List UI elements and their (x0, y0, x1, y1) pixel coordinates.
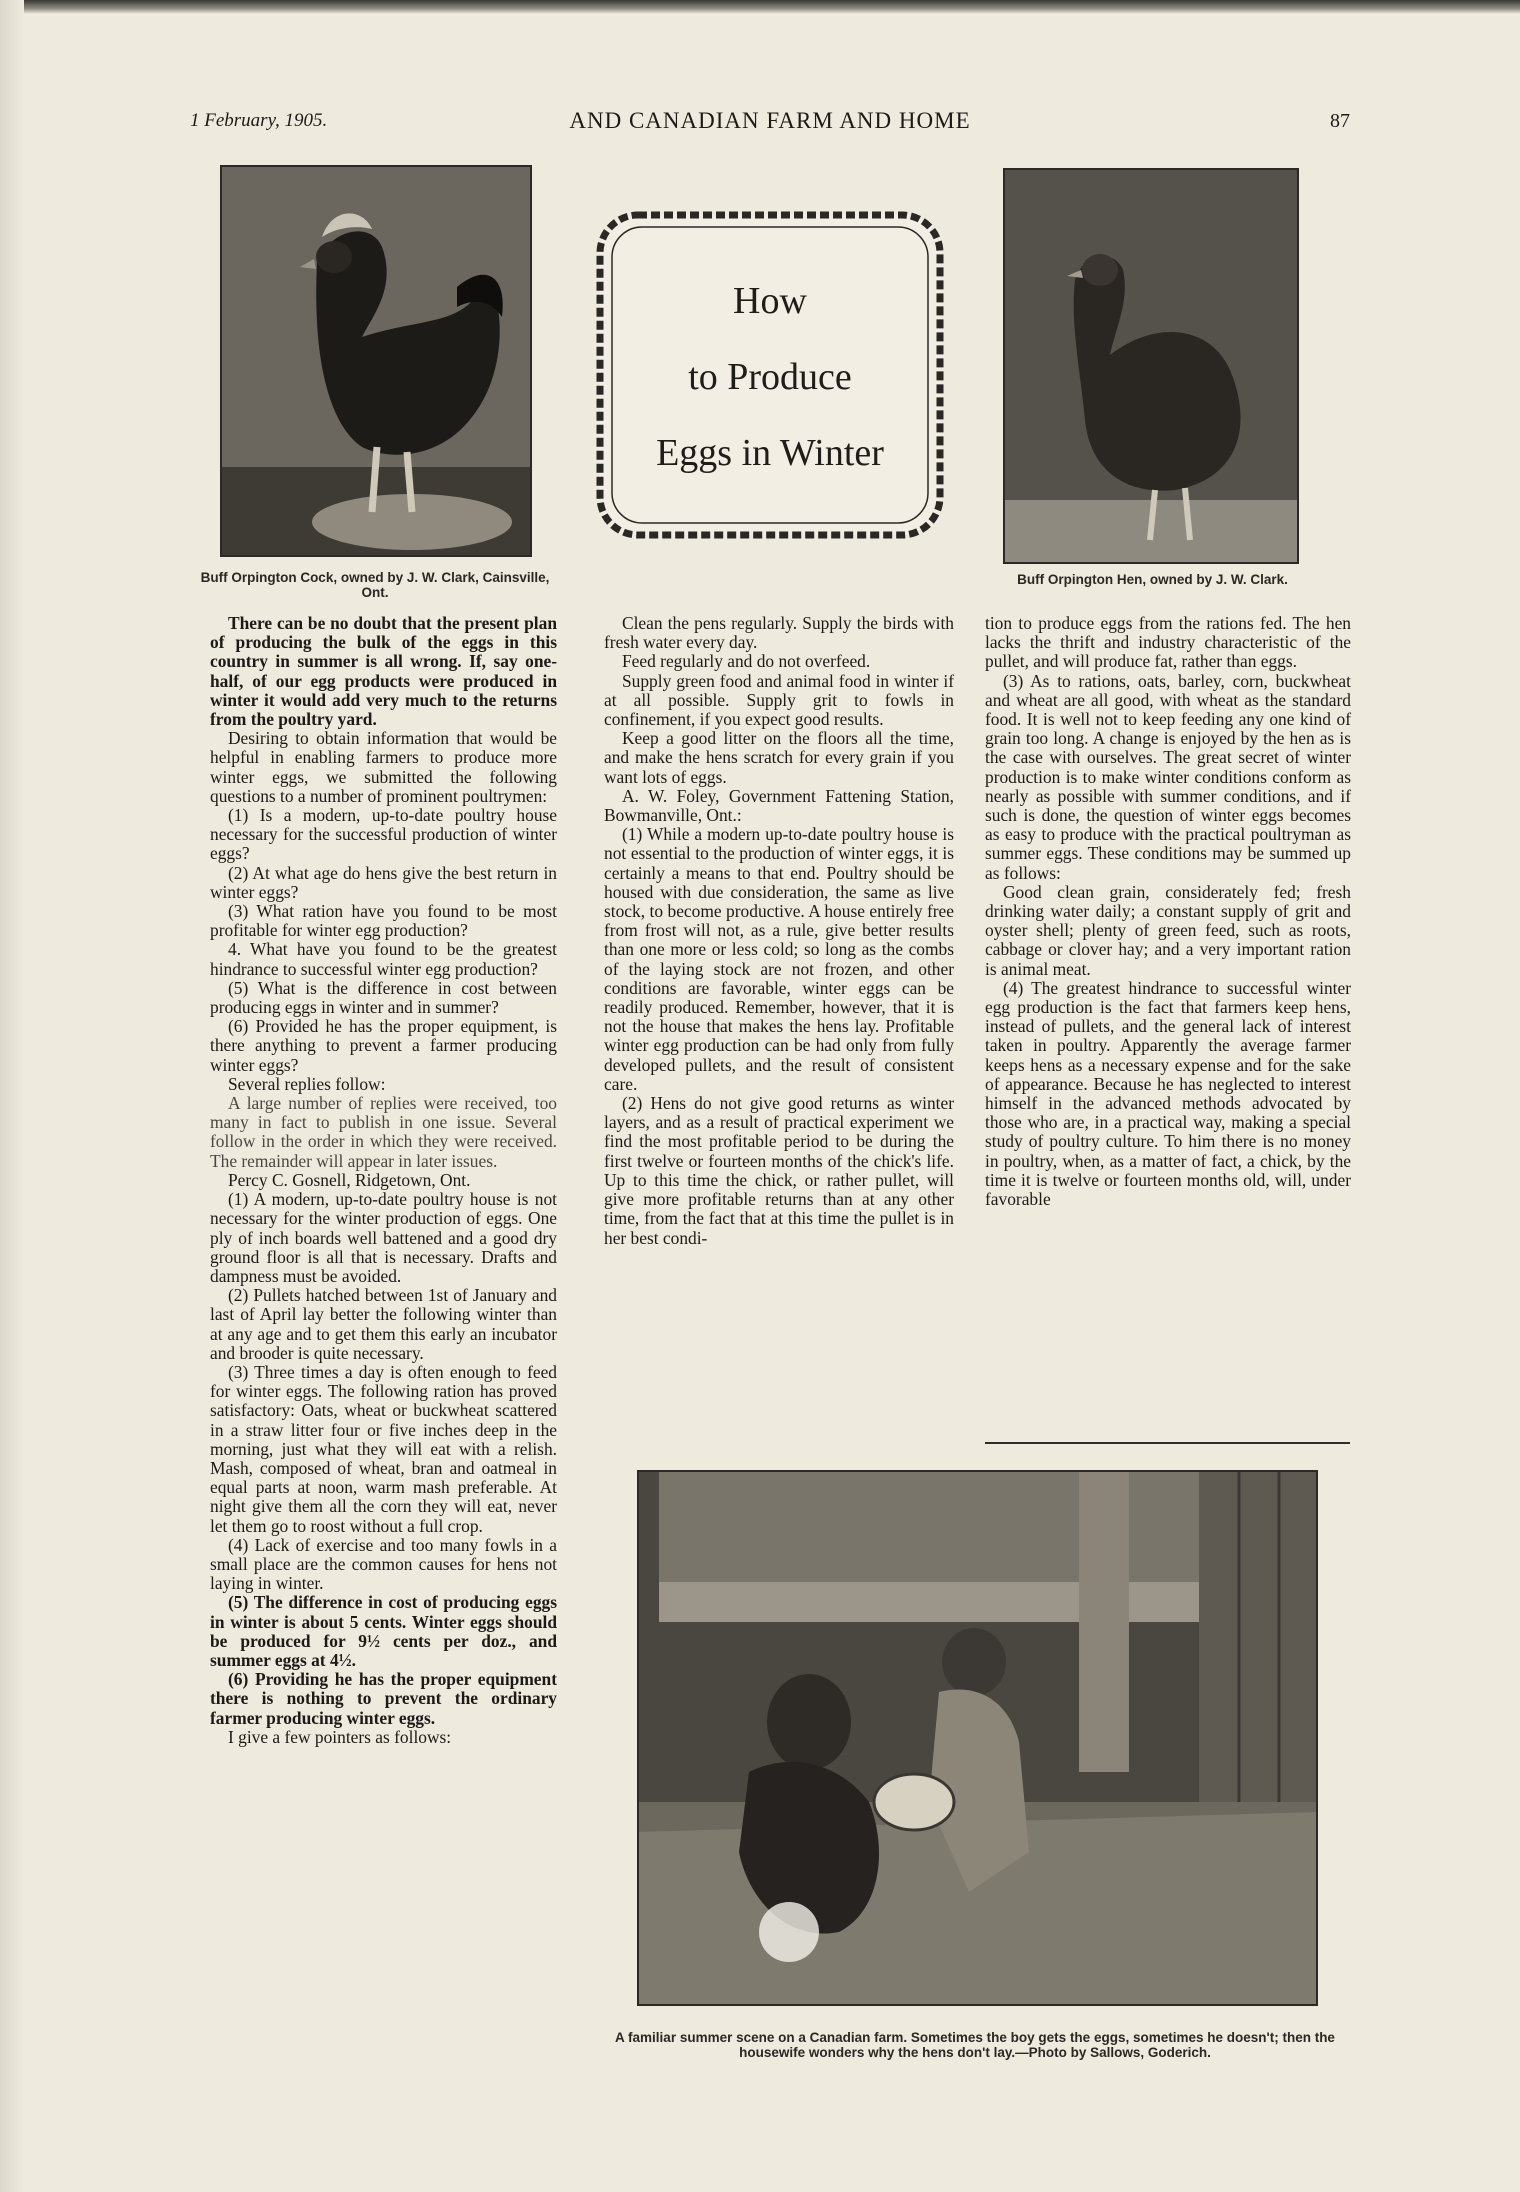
paragraph: Clean the pens regularly. Supply the birds with fresh water every day. (604, 613, 954, 653)
column-rule (985, 1442, 1350, 1444)
page-gutter (0, 0, 24, 2192)
column-3 (985, 614, 1351, 1209)
paragraph: (6) Providing he has the proper equipment there is nothing to prevent the ordinary farmer producing winter eggs. (210, 1669, 557, 1728)
paragraph: Desiring to obtain information that would be helpful in enabling farmers to produce more winter eggs, we submitted the following questions to a number of prominent poultrymen: (210, 728, 557, 806)
paragraph: (6) Provided he has the proper equipment, is there anything to prevent a farmer producing winter eggs? (210, 1016, 557, 1075)
paragraph: (5) The difference in cost of producing eggs in winter is about 5 cents. Winter eggs should be produced for 9½ cents per doz., and summer eggs at 4½. (210, 1592, 557, 1670)
hen-photo (1003, 168, 1299, 564)
farm-scene-photo (637, 1470, 1318, 2006)
paragraph: Keep a good litter on the floors all the time, and make the hens scratch for every grain if you want lots of eggs. (604, 728, 954, 787)
column-1 (210, 614, 557, 1747)
paragraph: A large number of replies were received, too many in fact to publish in one issue. Several follow in the order in which they were received. The remainder will appear in later issues. (210, 1093, 557, 1171)
contributor-name: A. W. Foley, Government Fattening Station, Bowmanville, Ont.: (604, 785, 954, 826)
paragraph: (3) As to rations, oats, barley, corn, buckwheat and wheat are all good, with wheat as the standard food. It is well not to keep feeding any one kind of grain too long. A change is enjoyed by the hen as is the case with ourselves. The great secret of winter production is to make winter conditions conform as nearly as possible with summer conditions, and if such is done, the question of winter eggs becomes as easy to produce with the practical poultryman as summer eggs. These conditions may be summed up as follows: (985, 670, 1351, 883)
rooster-illustration (222, 167, 530, 555)
farm-scene-caption: A familiar summer scene on a Canadian farm. Sometimes the boy gets the eggs, sometimes he doesn't; then the housewife wonders why the hens don't lay.—Photo by Sallows, Goderich. (615, 2030, 1335, 2060)
paragraph: Several replies follow: (228, 1073, 386, 1094)
contributor-name: Percy C. Gosnell, Ridgetown, Ont. (228, 1169, 471, 1190)
title-line-2: to Produce (688, 356, 852, 398)
paragraph: (2) At what age do hens give the best return in winter eggs? (210, 862, 557, 902)
page-edge-shadow (0, 0, 1520, 14)
paragraph: (2) Hens do not give good returns as winter layers, and as a result of practical experiment we find the most profitable period to be during the first twelve or fourteen months of the chick's life. Up to this time the chick, or rather pullet, will give more profitable returns than at any other time, from the fact that at this time the pullet is in her best condi- (604, 1093, 954, 1248)
column-2 (604, 614, 954, 1248)
paragraph: Good clean grain, considerately fed; fresh drinking water daily; a constant supply of grit and oyster shell; plenty of green feed, such as roots, cabbage or clover hay; and a very important ration is animal meat. (985, 881, 1351, 979)
page-number: 87 (1330, 110, 1350, 132)
paragraph: I give a few pointers as follows: (228, 1726, 452, 1747)
hen-caption: Buff Orpington Hen, owned by J. W. Clark. (1017, 572, 1288, 587)
farm-scene-illustration (639, 1472, 1316, 2004)
article-title-box (590, 205, 950, 545)
paragraph: Feed regularly and do not overfeed. (622, 651, 871, 672)
paragraph: Supply green food and animal food in winter if at all possible. Supply grit to fowls in confinement, if you expect good results. (604, 670, 954, 730)
paragraph: (5) What is the difference in cost between producing eggs in winter and in summer? (210, 977, 557, 1018)
paragraph: (3) Three times a day is often enough to feed for winter eggs. The following ration has proved satisfactory: Oats, wheat or buckwheat scattered in a straw litter four or five inches deep in the morning, just what they will eat with a relish. Mash, composed of wheat, bran and oatmeal in equal parts at noon, warm mash preferable. At night give them all the corn they will eat, never let them go to roost without a full crop. (210, 1361, 557, 1536)
paragraph: (1) While a modern up-to-date poultry house is not essential to the production of winter eggs, it is certainly a means to that end. Poultry should be housed with due consideration, the same as live stock, to become productive. A house entirely free from frost will not, as a rule, give better results than one more or less cold; so long as the combs of the laying stock are not frozen, and other conditions are favorable, winter eggs can be readily produced. Remember, however, that it is not the house that makes the hens lay. Profitable winter egg production can be had only from fully developed pullets, and the result of consistent care. (604, 824, 954, 1094)
paragraph: (3) What ration have you found to be most profitable for winter egg production? (210, 901, 557, 941)
title-line-1: How (733, 280, 807, 322)
paragraph: (4) Lack of exercise and too many fowls in a small place are the common causes for hens not laying in winter. (210, 1534, 557, 1594)
paragraph: tion to produce eggs from the rations fed. The hen lacks the thrift and industry characteristic of the pullet, and will produce fat, rather than eggs. (985, 613, 1351, 672)
paragraph: 4. What have you found to be the greatest hindrance to successful winter egg production? (210, 939, 557, 979)
paragraph: (1) Is a modern, up-to-date poultry house necessary for the successful production of winter eggs? (210, 805, 557, 864)
paragraph: (1) A modern, up-to-date poultry house is not necessary for the winter production of eggs. One ply of inch boards well battened and a good dry ground floor is all that is necessary. Drafts and dampness must be avoided. (210, 1189, 557, 1286)
article-title (590, 263, 950, 491)
cock-photo (220, 165, 532, 557)
paragraph: (4) The greatest hindrance to successful winter egg production is the fact that farmers keep hens, instead of pullets, and the general lack of interest taken in poultry. Apparently the average farmer keeps hens as a necessary expense and for the sake of appearance. Because he has neglected to interest himself in the advanced methods advocated by those who are, in a practical way, making a special study of poultry culture. To him there is no money in poultry, when, as a matter of fact, a chick, by the time it is twelve or fourteen months old, will, under favorable (985, 977, 1351, 1210)
issue-date: 1 February, 1905. (190, 110, 328, 131)
title-line-3: Eggs in Winter (656, 432, 884, 474)
running-header (190, 108, 1350, 142)
cock-caption: Buff Orpington Cock, owned by J. W. Clark, Cainsville, Ont. (200, 570, 550, 600)
paragraph: (2) Pullets hatched between 1st of January and last of April lay better the following winter than at any age and to get them this early an incubator and brooder is quite necessary. (210, 1285, 557, 1363)
hen-illustration (1005, 170, 1297, 562)
paragraph: There can be no doubt that the present plan of producing the bulk of the eggs in this country in summer is all wrong. If, say one-half, of our egg products were produced in winter it would add very much to the returns from the poultry yard. (210, 613, 557, 730)
masthead: AND CANADIAN FARM AND HOME (569, 108, 971, 133)
